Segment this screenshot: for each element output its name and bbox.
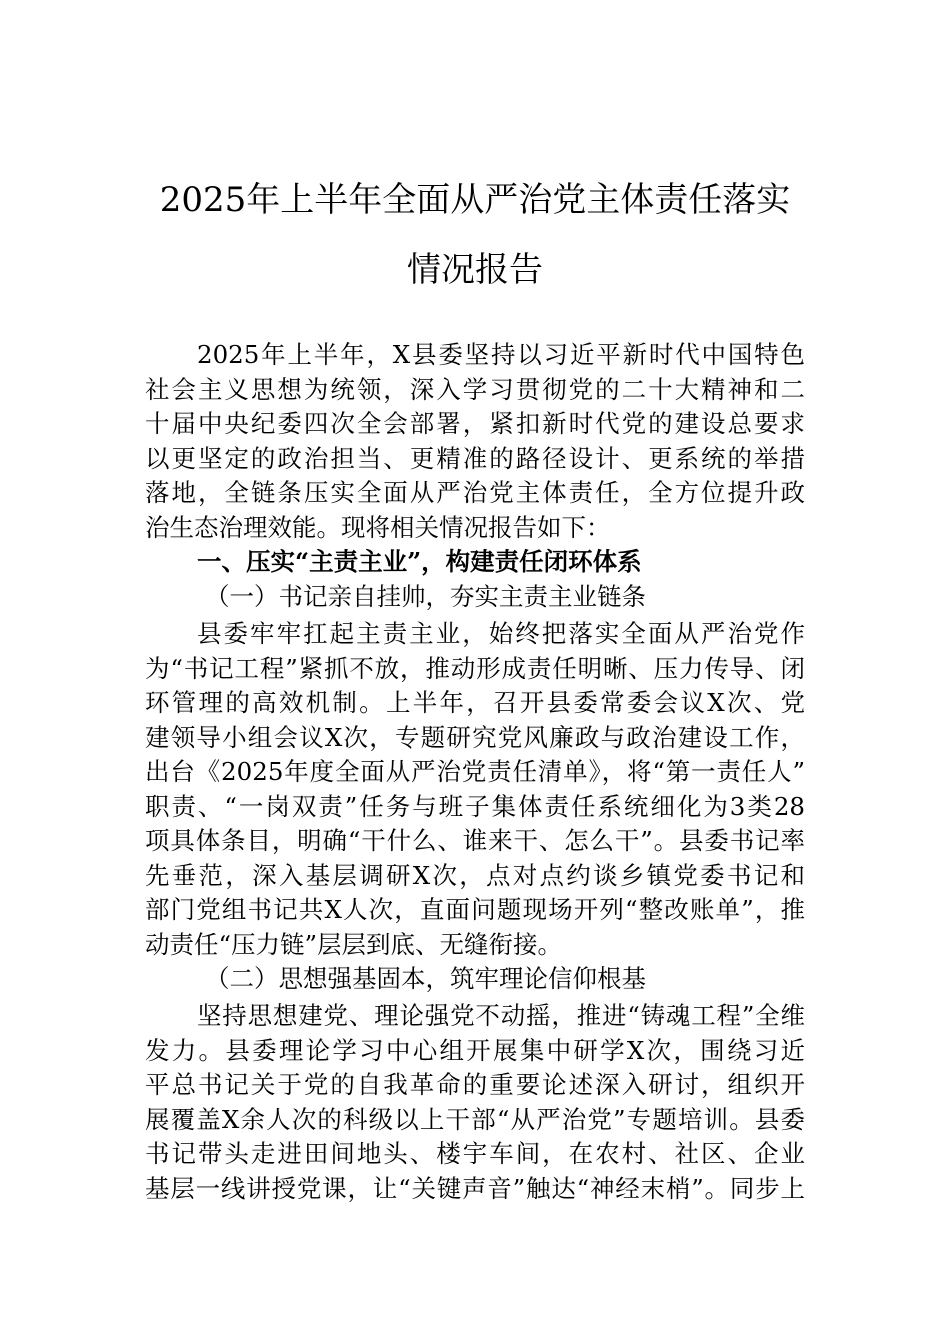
document-title-line-2: 情况报告 bbox=[407, 250, 543, 290]
body-line: 环管理的高效机制。上半年，召开县委常委会议X次、党 bbox=[145, 688, 805, 717]
body-line: 平总书记关于党的自我革命的重要论述深入研讨，组织开 bbox=[145, 1070, 805, 1099]
body-line: 治生态治理效能。现将相关情况报告如下： bbox=[145, 513, 611, 542]
body-line: 先垂范，深入基层调研X次，点对点约谈乡镇党委书记和 bbox=[145, 861, 805, 890]
body-line: 基层一线讲授党课，让“关键声音”触达“神经末梢”。同步上 bbox=[145, 1174, 805, 1203]
subsection-heading-1: （一）书记亲自挂帅，夯实主责主业链条 bbox=[205, 582, 646, 611]
body-line: 社会主义思想为统领，深入学习贯彻党的二十大精神和二 bbox=[145, 375, 805, 404]
section-heading-1: 一、压实“主责主业”，构建责任闭环体系 bbox=[197, 547, 642, 576]
body-line: 发力。县委理论学习中心组开展集中研学X次，围绕习近 bbox=[145, 1036, 805, 1065]
body-line: 以更坚定的政治担当、更精准的路径设计、更系统的举措 bbox=[145, 444, 805, 473]
body-line: 县委牢牢扛起主责主业，始终把落实全面从严治党作 bbox=[197, 619, 805, 648]
document-title-line-1: 2025年上半年全面从严治党主体责任落实 bbox=[159, 180, 791, 220]
body-line: 出台《2025年度全面从严治党责任清单》，将“第一责任人” bbox=[145, 757, 805, 786]
body-line: 落地，全链条压实全面从严治党主体责任，全方位提升政 bbox=[145, 478, 805, 507]
subsection-heading-2: （二）思想强基固本，筑牢理论信仰根基 bbox=[205, 964, 646, 993]
body-line: 职责、“一岗双责”任务与班子集体责任系统细化为3类28 bbox=[145, 792, 805, 821]
body-line: 十届中央纪委四次全会部署，紧扣新时代党的建设总要求 bbox=[145, 409, 805, 438]
body-line: 书记带头走进田间地头、楼宇车间，在农村、社区、企业 bbox=[145, 1139, 805, 1168]
body-line: 项具体条目，明确“干什么、谁来干、怎么干”。县委书记率 bbox=[145, 826, 805, 855]
body-line: 部门党组书记共X人次，直面问题现场开列“整改账单”，推 bbox=[145, 895, 805, 924]
body-line: 2025年上半年，X县委坚持以习近平新时代中国特色 bbox=[197, 340, 805, 369]
body-line: 展覆盖X余人次的科级以上干部“从严治党”专题培训。县委 bbox=[145, 1105, 805, 1134]
body-line: 为“书记工程”紧抓不放，推动形成责任明晰、压力传导、闭 bbox=[145, 654, 805, 683]
body-line: 动责任“压力链”层层到底、无缝衔接。 bbox=[145, 930, 563, 959]
body-line: 坚持思想建党、理论强党不动摇，推进“铸魂工程”全维 bbox=[197, 1001, 805, 1030]
body-line: 建领导小组会议X次，专题研究党风廉政与政治建设工作， bbox=[145, 723, 805, 752]
